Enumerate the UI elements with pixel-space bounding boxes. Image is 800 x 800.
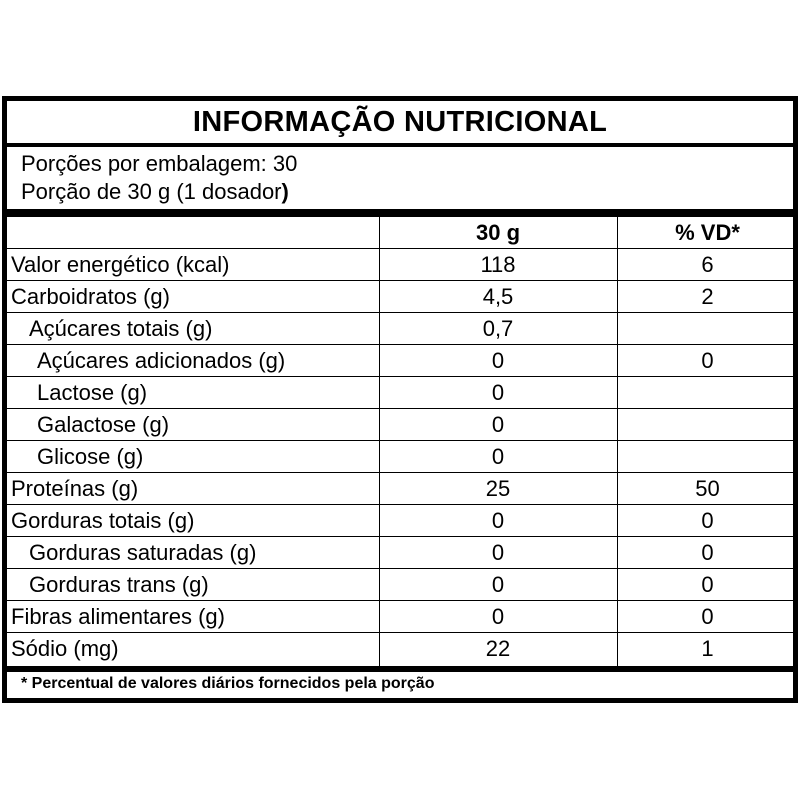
nutrient-amount: 25 — [485, 476, 511, 501]
table-row — [7, 505, 793, 537]
header-amount: 30 g — [475, 220, 521, 245]
table-row — [7, 601, 793, 633]
nutrition-facts-label — [2, 96, 798, 703]
serving-size — [21, 178, 289, 206]
footnote: * Percentual de valores diários fornecidos pela porção — [21, 675, 435, 692]
table-row — [7, 345, 793, 377]
table-header-row — [7, 217, 793, 249]
table-row — [7, 409, 793, 441]
nutrient-amount: 0 — [491, 604, 505, 629]
nutrient-amount: 0,7 — [482, 316, 514, 341]
nutrient-name: Proteínas (g) — [11, 476, 139, 501]
nutrient-daily-value: 0 — [701, 540, 714, 565]
nutrient-daily-value: 1 — [701, 636, 714, 661]
nutrient-amount: 0 — [491, 348, 505, 373]
nutrient-amount: 4,5 — [482, 284, 514, 309]
nutrient-daily-value: 0 — [701, 348, 714, 373]
nutrient-daily-value — [617, 409, 798, 440]
nutrient-daily-value: 6 — [701, 252, 714, 277]
table-row — [7, 569, 793, 601]
header-daily-value: % VD* — [675, 220, 740, 245]
nutrient-amount: 0 — [491, 508, 505, 533]
nutrient-name: Sódio (mg) — [11, 636, 119, 661]
label-title: INFORMAÇÃO NUTRICIONAL — [7, 101, 793, 147]
table-row — [7, 473, 793, 505]
nutrient-name: Açúcares adicionados (g) — [37, 348, 286, 373]
nutrient-daily-value — [617, 441, 798, 472]
nutrient-amount: 0 — [491, 572, 505, 597]
nutrient-table — [7, 217, 793, 672]
servings-per-package: Porções por embalagem: 30 — [21, 151, 298, 176]
table-row — [7, 281, 793, 313]
nutrient-daily-value — [617, 313, 798, 344]
nutrient-name: Gorduras totais (g) — [11, 508, 195, 533]
nutrient-name: Lactose (g) — [37, 380, 148, 405]
nutrient-daily-value: 50 — [695, 476, 720, 501]
table-row — [7, 313, 793, 345]
nutrient-name: Gorduras trans (g) — [29, 572, 209, 597]
nutrient-name: Gorduras saturadas (g) — [29, 540, 257, 565]
nutrient-name: Carboidratos (g) — [11, 284, 170, 309]
nutrient-daily-value: 2 — [701, 284, 714, 309]
table-row — [7, 249, 793, 281]
table-row — [7, 441, 793, 473]
nutrient-amount: 0 — [491, 380, 505, 405]
nutrient-name: Açúcares totais (g) — [29, 316, 213, 341]
nutrient-daily-value: 0 — [701, 508, 714, 533]
table-row — [7, 633, 793, 665]
nutrient-amount: 118 — [480, 252, 516, 277]
nutrient-amount: 0 — [491, 412, 505, 437]
nutrient-name: Galactose (g) — [37, 412, 170, 437]
serving-info — [7, 147, 793, 217]
nutrient-daily-value: 0 — [701, 572, 714, 597]
nutrient-name: Glicose (g) — [37, 444, 144, 469]
serving-size-close: ) — [281, 179, 289, 204]
nutrient-amount: 22 — [485, 636, 511, 661]
nutrient-name: Fibras alimentares (g) — [11, 604, 225, 629]
nutrient-amount: 0 — [491, 540, 505, 565]
table-row — [7, 537, 793, 569]
table-row — [7, 377, 793, 409]
nutrient-daily-value: 0 — [701, 604, 714, 629]
nutrient-amount: 0 — [491, 444, 505, 469]
nutrient-daily-value — [617, 377, 798, 408]
serving-size-text: Porção de 30 g (1 dosador — [21, 179, 282, 204]
nutrient-name: Valor energético (kcal) — [11, 252, 230, 277]
